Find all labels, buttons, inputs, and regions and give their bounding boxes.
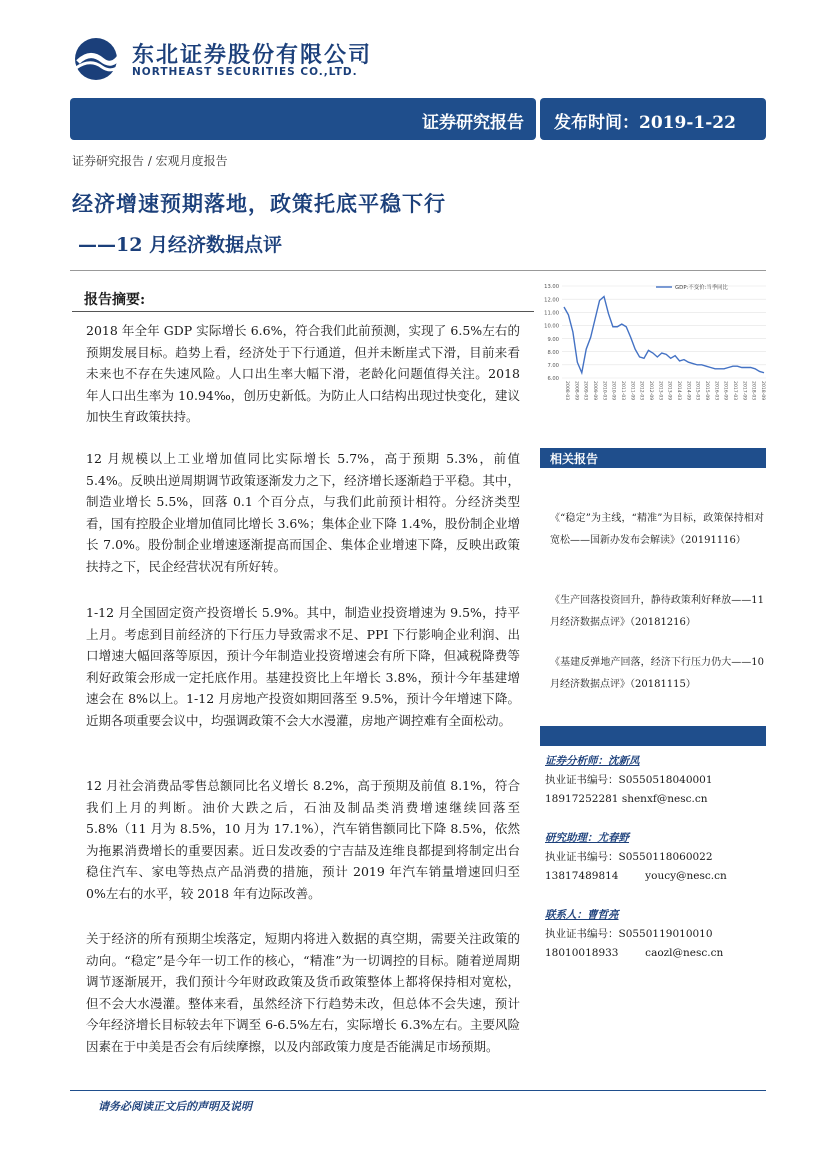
x-tick-label: 2015-09 (704, 381, 709, 400)
analyst-license: 执业证书编号：S0550119010010 (545, 928, 713, 940)
analyst-block-3 (545, 906, 723, 963)
y-tick-label: 6.00 (547, 376, 559, 383)
company-logo-icon (72, 36, 124, 82)
x-tick-label: 2009-03 (582, 381, 588, 400)
x-tick-label: 2012-03 (638, 381, 644, 400)
x-tick-label: 2016-09 (722, 381, 728, 400)
x-tick-label: 2013-09 (666, 381, 672, 400)
y-tick-label: 9.00 (547, 336, 559, 343)
report-type-banner (70, 98, 536, 140)
analyst-block-1 (545, 752, 713, 809)
analyst-block-2 (545, 829, 727, 886)
paragraph-text: 2018 年全年 GDP 实际增长 6.6%，符合我们此前预测，实现了 6.5%左右的预期发展目标。趋势上看，经济处于下行通道，但并未断崖式下滑，目前来看未来也不存在失速风险。人口出生率大幅下滑，老龄化问题值得关注。2018 年人口出生率为 10.94‰，创历史新低。为防止人口结构出现过快变化，建议加快生育政策扶持。 (86, 323, 520, 425)
summary-paragraph-1 (86, 320, 520, 428)
x-tick-label: 2018-03 (750, 381, 756, 400)
summary-paragraph-3 (86, 602, 520, 732)
x-tick-label: 2008-09 (573, 381, 579, 400)
related-reports-header (540, 448, 766, 468)
paragraph-text: 12 月规模以上工业增加值同比实际增长 5.7%，高于预期 5.3%，前值 5.4%。反映出逆周期调节政策逐渐发力之下，经济增长逐渐趋于平稳。其中，制造业增长 5.5%，回落 0.1 个百分点，与我们此前预计相符。分经济类型看，国有控股企业增加值同比增长 3.6%；集体企业下降 1.4%，股份制企业增长 7.0%。股份制企业增速逐渐提高而国企、集体企业增速下降，反映出政策扶持之下，民企经营状况有所好转。 (86, 451, 520, 574)
series-line (564, 297, 764, 373)
summary-divider (72, 311, 534, 312)
publish-date-banner (540, 98, 766, 140)
x-tick-label: 2014-03 (676, 381, 681, 400)
footer-divider (70, 1090, 766, 1091)
gdp-line-chart (536, 278, 770, 400)
summary-heading: 报告摘要: (84, 292, 146, 308)
x-tick-label: 2013-03 (657, 381, 663, 400)
analyst-name: 研究助理：尤春野 (545, 832, 629, 844)
breadcrumb: 证券研究报告 / 宏观月度报告 (72, 154, 228, 168)
x-tick-label: 2015-03 (694, 381, 700, 400)
company-name-en: NORTHEAST SECURITIES CO.,LTD. (132, 66, 358, 78)
summary-paragraph-4 (86, 775, 520, 905)
x-tick-label: 2009-09 (592, 381, 597, 400)
y-tick-label: 10.00 (544, 323, 559, 330)
summary-paragraph-5 (86, 928, 520, 1058)
page-title: 经济增速预期落地，政策托底平稳下行 (72, 191, 446, 216)
analyst-contact: 18917252281 shenxf@nesc.cn (545, 793, 708, 805)
publish-date: 发布时间：2019-1-22 (554, 113, 736, 133)
analyst-name: 证券分析师：沈新凤 (545, 755, 640, 767)
analyst-contact: 18010018933 caozl@nesc.cn (545, 947, 724, 959)
summary-paragraph-2 (86, 448, 520, 578)
x-tick-label: 2008-03 (564, 381, 569, 400)
y-tick-label: 13.00 (544, 284, 559, 291)
related-report-2[interactable]: 《生产回落投资回升，静待政策利好释放——11 月经济数据点评》（20181216） (550, 595, 764, 628)
related-report-1[interactable]: 《“稳定”为主线，“精准”为目标，政策保持相对宽松——国新办发布会解读》（20191116） (550, 513, 764, 546)
legend-label: GDP:不变价:当季同比 (675, 285, 728, 291)
analyst-name: 联系人：曹哲亮 (545, 909, 619, 921)
page-subtitle: ——12 月经济数据点评 (78, 234, 283, 256)
related-report-3[interactable]: 《基建反弹地产回落，经济下行压力仍大——10 月经济数据点评》（20181115） (550, 657, 764, 690)
report-type-label: 证券研究报告 (422, 113, 524, 133)
x-tick-label: 2018-09 (760, 381, 765, 400)
y-tick-label: 8.00 (547, 349, 559, 356)
footer-disclaimer[interactable]: 请务必阅读正文后的声明及说明 (98, 1100, 252, 1113)
analyst-license: 执业证书编号：S0550518040001 (545, 774, 713, 786)
paragraph-text: 12 月社会消费品零售总额同比名义增长 8.2%，高于预期及前值 8.1%，符合我们上月的判断。油价大跌之后，石油及制品类消费增速继续回落至 5.8%（11 月为 8.5%，10 月为 17.1%），汽车销售额同比下降 8.5%，依然为拖累消费增长的重要因素。近日发改委的宁吉喆及连维良都提到将制定出台稳住汽车、家电等热点产品消费的措施，预计 2019 年汽车销量增速回归至 0%左右的水平，较 2018 年有边际改善。 (86, 778, 520, 901)
paragraph-text: 关于经济的所有预期尘埃落定，短期内将进入数据的真空期，需要关注政策的动向。“稳定”是今年一切工作的核心，“精准”为一切调控的目标。随着逆周期调节逐渐展开，我们预计今年财政政策及货币政策整体上都将保持相对宽松，但不会大水漫灌。整体来看，虽然经济下行趋势未改，但总体不会失速，预计今年经济增长目标较去年下调至 6-6.5%左右，实际增长 6.3%左右。主要风险因素在于中美是否会有后续摩擦，以及内部政策力度是否能满足市场预期。 (86, 931, 520, 1054)
analyst-section-header (540, 726, 766, 746)
company-name-cn: 东北证券股份有限公司 (132, 43, 373, 68)
x-tick-label: 2017-03 (732, 381, 737, 400)
x-tick-label: 2014-09 (685, 381, 691, 400)
paragraph-text: 1-12 月全国固定资产投资增长 5.9%。其中，制造业投资增速为 9.5%，持平上月。考虑到目前经济的下行压力导致需求不足、PPI 下行影响企业利润、出口增速大幅回落等原因，预计今年制造业投资增速会有所下降，但减税降费等利好政策会形成一定托底作用。基建投资比上年增长 3.8%，预计今年基建增速会在 8%以上。1-12 月房地产投资如期回落至 9.5%，预计今年增速下降。近期各项重要会议中，均强调政策不会大水漫灌，房地产调控难有全面松动。 (86, 605, 520, 728)
y-tick-label: 12.00 (544, 297, 559, 304)
y-tick-label: 11.00 (544, 310, 559, 317)
x-tick-label: 2017-09 (741, 381, 747, 400)
x-tick-label: 2011-03 (620, 381, 625, 400)
x-tick-label: 2012-09 (648, 381, 653, 400)
x-tick-label: 2011-09 (629, 381, 635, 400)
title-divider (70, 270, 766, 271)
analyst-license: 执业证书编号：S0550118060022 (545, 851, 713, 863)
analyst-contact: 13817489814 youcy@nesc.cn (545, 870, 727, 882)
related-reports-label: 相关报告 (550, 452, 599, 466)
x-tick-label: 2016-03 (713, 381, 719, 400)
x-tick-label: 2010-09 (610, 381, 616, 400)
x-tick-label: 2010-03 (601, 381, 607, 400)
y-tick-label: 7.00 (547, 363, 559, 370)
